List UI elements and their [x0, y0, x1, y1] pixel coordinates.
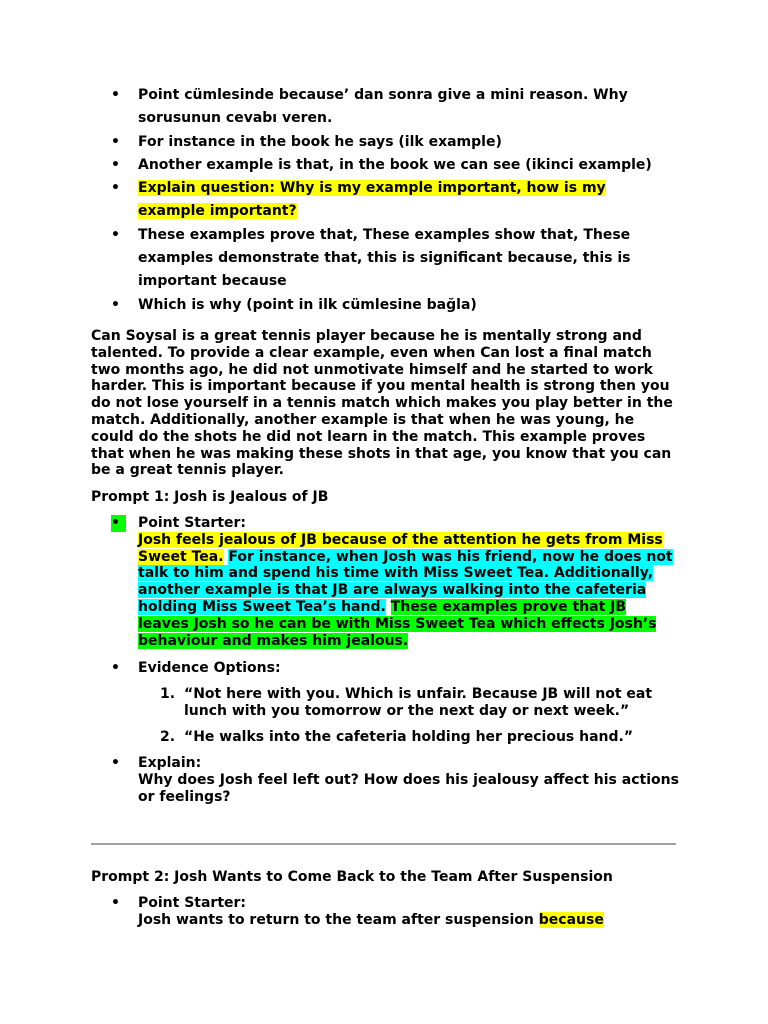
- tip-item: • For instance in the book he says (ilk example): [111, 131, 671, 154]
- explain-label: Explain:: [138, 755, 202, 771]
- tip-item: • Another example is that, in the book we can see (ikinci example): [111, 154, 671, 177]
- prompt1-evidence-options: [111, 660, 681, 677]
- point-highlight-cyan: For instance, when Josh was his friend, now he does not talk to him and spend his time with Miss Sweet Tea. Additionally, another example is that JB are always walking into the cafeteria holding Miss Sweet Tea’s hand.: [138, 548, 673, 615]
- evidence-list: [160, 686, 680, 745]
- tip-item: • Which is why (point in ilk cümlesine bağla): [111, 294, 671, 317]
- point-starter-text: [138, 532, 681, 650]
- point-starter-text: Josh wants to return to the team after suspension because: [138, 911, 604, 928]
- tip-item-highlighted: • Explain question: Why is my example important, how is my example important?: [111, 177, 671, 224]
- bullet: •: [111, 660, 120, 676]
- sample-paragraph: Can Soysal is a great tennis player because he is mentally strong and talented. To provide a clear example, even when Can lost a final match two months ago, he did not unmotivate himself and he started to work harder. This is important because if you mental health is strong then you do not lose yourself in a tennis match which makes you play better in the match. Additionally, another example is that when he was young, he could do the shots he did not learn in the match. This example proves that when he was making these shots in that age, you know that you can be a great tennis player.: [91, 328, 673, 479]
- bullet: •: [111, 895, 120, 911]
- prompt1-title: Prompt 1: Josh is Jealous of JB: [91, 489, 329, 505]
- evidence-item: 1. “Not here with you. Which is unfair. Because JB will not eat lunch with you tomorrow or the next day or next week.”: [160, 686, 653, 719]
- prompt2-title: Prompt 2: Josh Wants to Come Back to the Team After Suspension: [91, 869, 613, 885]
- point-highlight-green: These examples prove that JB leaves Josh so he can be with Miss Sweet Tea which effects Josh’s behaviour and makes him jealous.: [138, 598, 657, 649]
- tip-item: • Point cümlesinde because’ dan sonra give a mini reason. Why sorusunun cevabı veren.: [111, 84, 671, 131]
- tip-item: • These examples prove that, These examples show that, These examples demonstrate that, this is significant because, this is important because: [111, 224, 671, 294]
- prompt1-explain: [111, 755, 681, 805]
- prompt2-point-starter: [111, 895, 681, 929]
- bullet: •: [111, 755, 120, 771]
- point-highlight-yellow: Josh feels jealous of JB because of the attention he gets from Miss Sweet Tea.: [138, 531, 663, 565]
- writing-tips-list: [111, 84, 671, 317]
- explain-text: Why does Josh feel left out? How does his jealousy affect his actions or feelings?: [138, 771, 679, 805]
- evidence-label: Evidence Options:: [138, 660, 281, 676]
- point-starter-label: Point Starter:: [138, 515, 247, 531]
- point-starter-label: Point Starter:: [138, 895, 247, 911]
- point-highlight-yellow: because: [538, 911, 604, 928]
- prompt1-point-starter: [111, 515, 681, 649]
- evidence-item: 2. “He walks into the cafeteria holding her precious hand.”: [160, 728, 634, 745]
- horizontal-divider: [91, 843, 676, 845]
- bullet: •: [111, 515, 126, 532]
